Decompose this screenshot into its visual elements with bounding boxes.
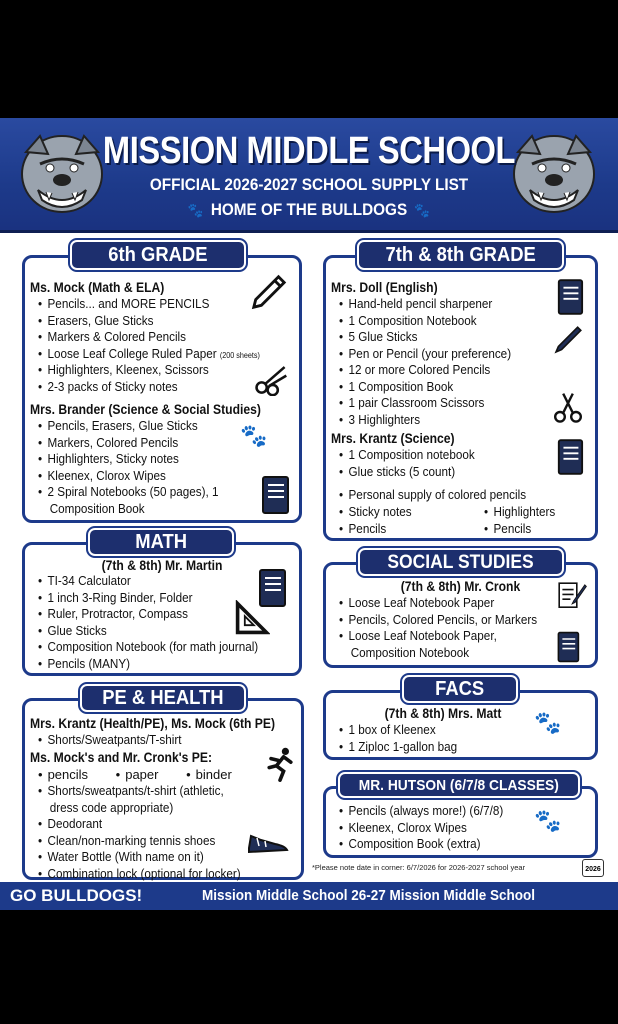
list-item: • Pencils (MANY) bbox=[38, 656, 258, 673]
supply-list-sheet bbox=[0, 118, 618, 910]
paw-prints-icon: 🐾 bbox=[240, 423, 268, 448]
footer-school-text: Mission Middle School 26-27 Mission Middle School bbox=[202, 887, 536, 904]
pencil-icon bbox=[250, 273, 288, 311]
list-item: • binder bbox=[186, 767, 232, 782]
list-item: • Combination lock (optional for locker) bbox=[38, 866, 241, 883]
list-item: • Ruler, Protractor, Compass bbox=[38, 606, 258, 623]
notebook-icon bbox=[260, 475, 290, 515]
school-title: MISSION MIDDLE SCHOOL bbox=[102, 130, 516, 172]
list-item: • 5 Glue Sticks bbox=[339, 329, 511, 346]
list-item: • 2-3 packs of Sticky notes bbox=[38, 379, 260, 396]
date-note: *Please note date in corner: 6/7/2026 for 2026-2027 school year bbox=[312, 863, 526, 872]
tagline-row bbox=[31, 200, 587, 220]
list-item: • 1 inch 3-Ring Binder, Folder bbox=[38, 590, 258, 607]
extra-col-a bbox=[339, 504, 420, 537]
list-item: • Highlighters, Sticky notes bbox=[38, 451, 219, 468]
list-item: • Water Bottle (With name on it) bbox=[38, 849, 241, 866]
teacher-doll: Mrs. Doll (English) bbox=[331, 280, 438, 295]
mock-supply-list bbox=[38, 296, 285, 395]
pe-supply-list-2 bbox=[38, 783, 263, 882]
paw-icon: 🐾 bbox=[414, 202, 431, 218]
list-item: • Pen or Pencil (your preference) bbox=[339, 346, 511, 363]
extra-col-b bbox=[484, 504, 563, 537]
scissors-icon bbox=[552, 390, 584, 426]
list-item: • 1 Ziploc 1-gallon bag bbox=[339, 739, 457, 756]
list-item: • TI-34 Calculator bbox=[38, 573, 258, 590]
teacher-cronk: (7th & 8th) Mr. Cronk bbox=[400, 579, 521, 594]
list-item: • Pencils, Erasers, Glue Sticks bbox=[38, 418, 219, 435]
list-item: • Highlighters, Kleenex, Scissors bbox=[38, 362, 260, 379]
notebook-icon bbox=[556, 438, 584, 476]
social-supply-list bbox=[339, 595, 559, 661]
list-item: Composition Notebook bbox=[350, 644, 470, 660]
seventh-eighth-title: 7th & 8th GRADE bbox=[357, 240, 564, 270]
runner-icon bbox=[262, 745, 298, 783]
paper-note: (200 sheets) bbox=[219, 350, 260, 360]
teacher-martin: (7th & 8th) Mr. Martin bbox=[101, 558, 223, 573]
list-item: • 2 Spiral Notebooks (50 pages), 1 bbox=[38, 484, 219, 501]
list-item: • Loose Leaf Notebook Paper bbox=[339, 595, 537, 612]
tagline: HOME OF THE BULLDOGS bbox=[210, 200, 408, 219]
list-item: • 1 Composition Book bbox=[339, 379, 511, 396]
list-item: • Hand-held pencil sharpener bbox=[339, 296, 511, 313]
list-item: • Composition Notebook (for math journal) bbox=[38, 639, 258, 656]
list-item: • Pencils bbox=[484, 521, 555, 538]
list-item: • Glue Sticks bbox=[38, 623, 258, 640]
scissors-icon bbox=[254, 362, 288, 396]
list-item: • Deodorant bbox=[38, 816, 241, 833]
list-item: • Loose Leaf Notebook Paper, bbox=[339, 628, 537, 645]
list-item: • Shorts/Sweatpants/T-shirt bbox=[38, 732, 181, 749]
list-item: • Markers & Colored Pencils bbox=[38, 329, 260, 346]
teacher-mock: Ms. Mock (Math & ELA) bbox=[30, 280, 165, 295]
list-item: dress code appropriate) bbox=[49, 799, 174, 815]
set-square-icon bbox=[234, 600, 270, 636]
facs-supply-list bbox=[339, 722, 470, 755]
footer-slogan: GO BULLDOGS! bbox=[10, 886, 143, 905]
list-item: • paper bbox=[116, 767, 159, 782]
list-item: • Sticky notes bbox=[339, 504, 412, 521]
teacher-matt: (7th & 8th) Mrs. Matt bbox=[384, 706, 502, 721]
list-item: Composition Book bbox=[49, 500, 145, 516]
hutson-supply-list bbox=[339, 803, 522, 853]
list-item: • Composition Book (extra) bbox=[339, 836, 503, 853]
notebook-icon bbox=[556, 631, 580, 663]
calendar-icon: 2026 bbox=[582, 859, 604, 877]
facs-title: FACS bbox=[402, 675, 518, 703]
list-item: • Loose Leaf College Ruled Paper (200 sheets) bbox=[38, 346, 260, 363]
pe-supply-list-1 bbox=[38, 732, 197, 749]
list-item: • Shorts/sweatpants/t-shirt (athletic, bbox=[38, 783, 241, 800]
list-item: • Pencils... and MORE PENCILS bbox=[38, 296, 260, 313]
list-item: • pencils bbox=[38, 767, 88, 782]
teacher-krantz-mock: Mrs. Krantz (Health/PE), Ms. Mock (6th PE) bbox=[30, 716, 276, 731]
pe-triple-row bbox=[38, 767, 232, 782]
list-item: • Pencils bbox=[339, 521, 412, 538]
paw-icon: 🐾 bbox=[187, 202, 204, 218]
list-item: • Highlighters bbox=[484, 504, 555, 521]
list-item: • 1 Composition Notebook bbox=[339, 313, 511, 330]
notebook-icon bbox=[556, 278, 584, 316]
list-item: • 1 Composition notebook bbox=[339, 447, 475, 464]
social-studies-title: SOCIAL STUDIES bbox=[358, 548, 564, 576]
list-item: • Pencils (always more!) (6/7/8) bbox=[339, 803, 503, 820]
list-item: • Kleenex, Clorox Wipes bbox=[38, 468, 219, 485]
list-item: • 3 Highlighters bbox=[339, 412, 511, 429]
list-item: • 1 box of Kleenex bbox=[339, 722, 457, 739]
list-item: • 1 pair Classroom Scissors bbox=[339, 395, 511, 412]
pe-health-title: PE & HEALTH bbox=[80, 684, 246, 712]
sneakers-icon bbox=[245, 826, 295, 856]
brander-supply-list bbox=[38, 418, 239, 517]
header-banner bbox=[0, 118, 618, 233]
teacher-krantz: Mrs. Krantz (Science) bbox=[331, 431, 455, 446]
list-item: • Markers, Colored Pencils bbox=[38, 435, 219, 452]
sixth-grade-title: 6th GRADE bbox=[70, 240, 246, 270]
list-item: • Pencils, Colored Pencils, or Markers bbox=[339, 612, 537, 629]
teacher-mock-cronk: Ms. Mock's and Mr. Cronk's PE: bbox=[30, 750, 212, 765]
list-item: • Kleenex, Clorox Wipes bbox=[339, 820, 503, 837]
krantz-supply-list bbox=[339, 447, 490, 480]
list-title: OFFICIAL 2026-2027 SCHOOL SUPPLY LIST bbox=[149, 175, 469, 194]
list-item: • Erasers, Glue Sticks bbox=[38, 313, 260, 330]
list-item: • 12 or more Colored Pencils bbox=[339, 362, 511, 379]
pen-icon bbox=[552, 323, 584, 357]
extra-supply-list bbox=[339, 487, 547, 504]
doll-supply-list bbox=[339, 296, 530, 428]
list-item: • Personal supply of colored pencils bbox=[339, 487, 526, 504]
list-item: • Clean/non-marking tennis shoes bbox=[38, 833, 241, 850]
math-title: MATH bbox=[88, 528, 234, 556]
paw-prints-icon: 🐾 bbox=[534, 808, 562, 833]
hutson-title: MR. HUTSON (6/7/8 CLASSES) bbox=[338, 772, 580, 798]
footer-banner bbox=[0, 882, 618, 910]
teacher-brander: Mrs. Brander (Science & Social Studies) bbox=[30, 402, 261, 417]
document-pen-icon bbox=[556, 580, 588, 612]
list-item: • Glue sticks (5 count) bbox=[339, 464, 475, 481]
paw-prints-icon: 🐾 bbox=[534, 710, 562, 735]
